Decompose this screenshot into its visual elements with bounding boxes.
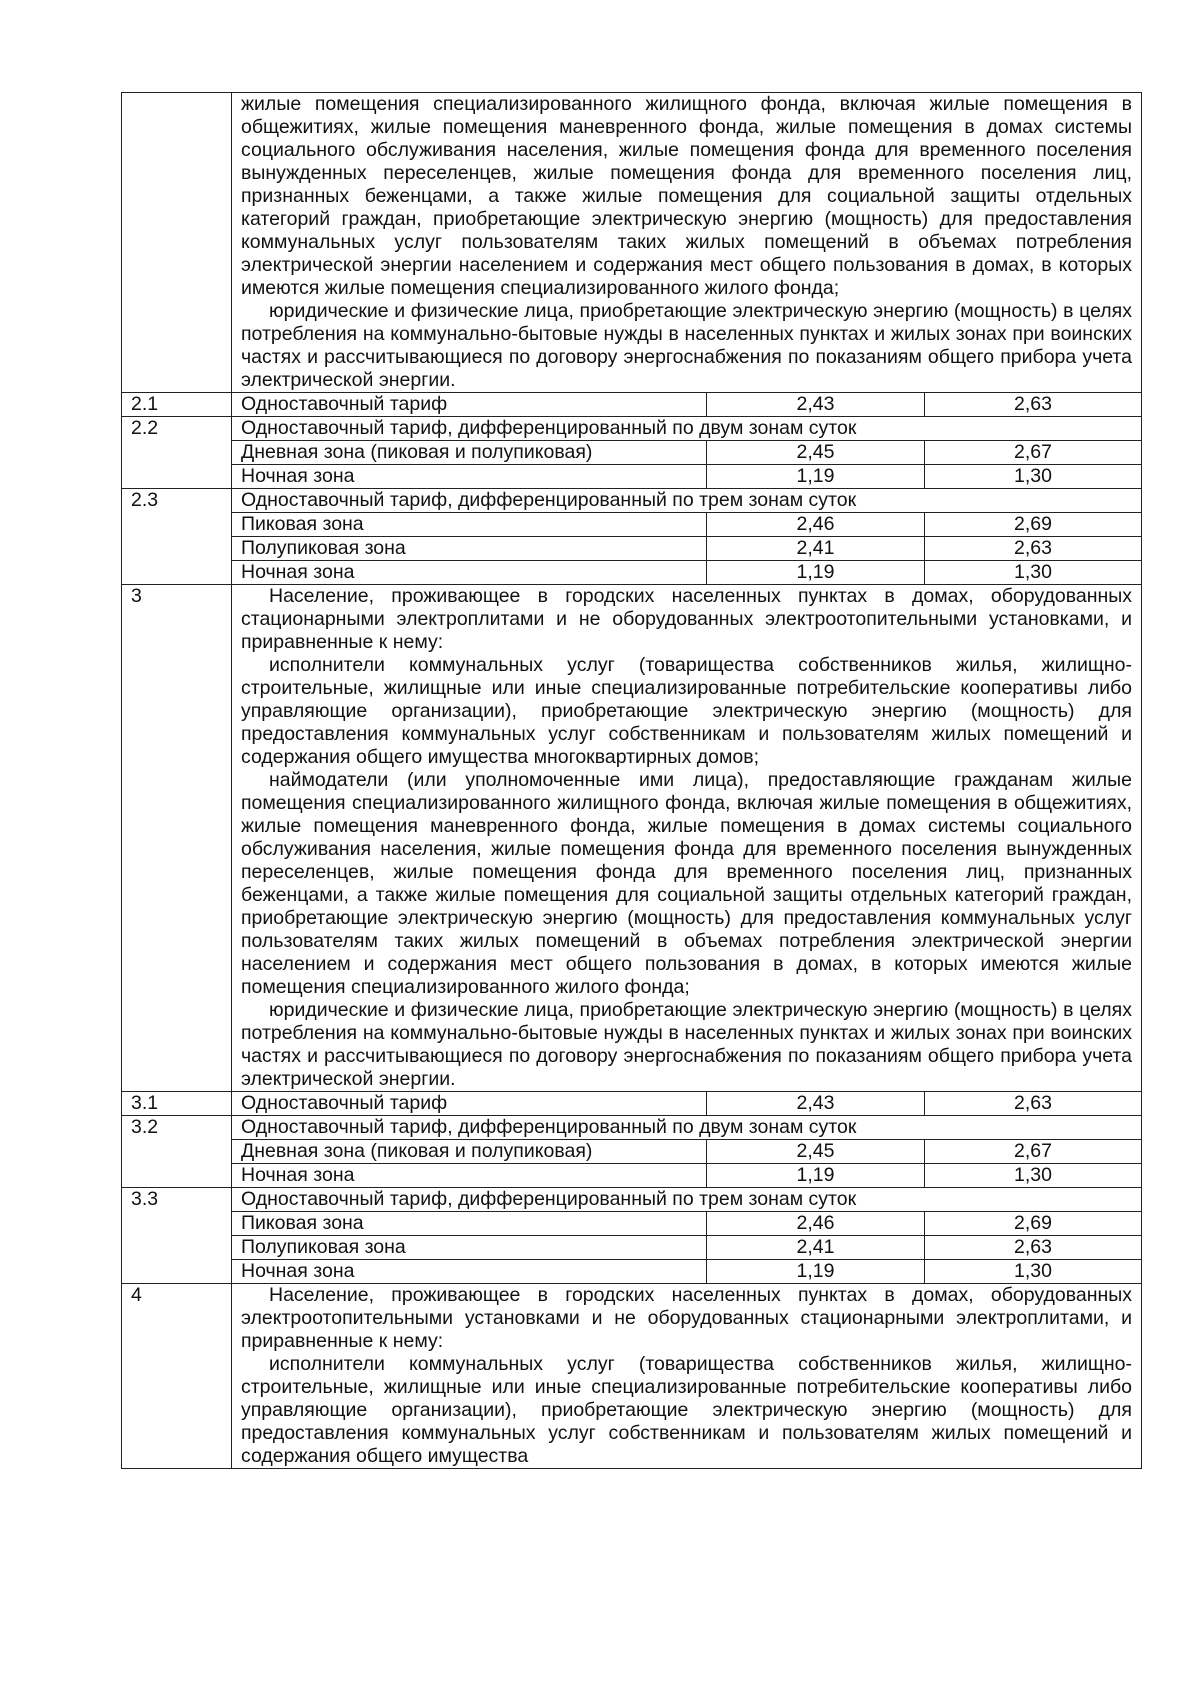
table-row [122,417,1142,441]
tariff-value-2: 2,69 [925,1212,1142,1236]
table-row [122,441,1142,465]
paragraph: Население, проживающее в городских населенных пунктах в домах, оборудованных электроотопительными установками и не оборудованных стационарными электроплитами, и приравненные к нему: [241,1284,1132,1352]
table-row [122,1284,1142,1469]
table-row [122,1140,1142,1164]
tariff-value-1: 2,41 [707,537,925,561]
table-row [122,1260,1142,1284]
paragraph: юридические и физические лица, приобретающие электрическую энергию (мощность) в целях потребления на коммунально-бытовые нужды в населенных пунктах и жилых зонах при воинских частях и рассчитывающиеся по договору энергоснабжения по показаниям общего прибора учета электрической энергии. [241,999,1132,1090]
zone-name: Дневная зона (пиковая и полупиковая) [232,1140,707,1164]
paragraph: наймодатели (или уполномоченные ими лица), предоставляющие гражданам жилые помещения специализированного жилищного фонда, включая жилые помещения в общежитиях, жилые помещения маневренного фонда, жилые помещения в домах системы социального обслуживания населения, жилые помещения фонда для временного поселения вынужденных переселенцев, жилые помещения фонда для временного поселения лиц, признанных беженцами, а также жилые помещения для социальной защиты отдельных категорий граждан, приобретающие электрическую энергию (мощность) для предоставления коммунальных услуг пользователям таких жилых помещений в объемах потребления электрической энергии населением и содержания мест общего пользования в домах, в которых имеются жилые помещения специализированного жилого фонда; [241,769,1132,998]
zone-name: Полупиковая зона [232,1236,707,1260]
table-row [122,1236,1142,1260]
zone-name: Ночная зона [232,1260,707,1284]
tariff-table [121,92,1142,1469]
tariff-name: Одноставочный тариф, дифференцированный по трем зонам суток [232,1188,1142,1212]
paragraph: юридические и физические лица, приобретающие электрическую энергию (мощность) в целях потребления на коммунально-бытовые нужды в населенных пунктах и жилых зонах при воинских частях и рассчитывающиеся по договору энергоснабжения по показаниям общего прибора учета электрической энергии. [241,300,1132,391]
tariff-value-2: 1,30 [925,1260,1142,1284]
tariff-name: Одноставочный тариф, дифференцированный по двум зонам суток [232,417,1142,441]
tariff-value-1: 1,19 [707,465,925,489]
tariff-value-1: 2,43 [707,1092,925,1116]
zone-name: Пиковая зона [232,1212,707,1236]
tariff-name: Одноставочный тариф, дифференцированный по двум зонам суток [232,1116,1142,1140]
paragraph: Население, проживающее в городских населенных пунктах в домах, оборудованных стационарными электроплитами и не оборудованных электроотопительными установками, и приравненные к нему: [241,585,1132,653]
category-description [232,93,1142,393]
row-number [122,93,232,393]
tariff-value-1: 1,19 [707,561,925,585]
table-row [122,1164,1142,1188]
tariff-value-1: 2,45 [707,1140,925,1164]
tariff-name: Одноставочный тариф, дифференцированный по трем зонам суток [232,489,1142,513]
zone-name: Дневная зона (пиковая и полупиковая) [232,441,707,465]
tariff-value-2: 2,63 [925,537,1142,561]
tariff-value-1: 2,46 [707,513,925,537]
tariff-value-2: 2,67 [925,1140,1142,1164]
table-row [122,1116,1142,1140]
tariff-value-2: 1,30 [925,1164,1142,1188]
zone-name: Ночная зона [232,1164,707,1188]
tariff-value-1: 1,19 [707,1260,925,1284]
table-row [122,537,1142,561]
zone-name: Пиковая зона [232,513,707,537]
row-number: 2.3 [122,489,232,585]
tariff-value-2: 2,69 [925,513,1142,537]
tariff-value-2: 2,63 [925,393,1142,417]
table-row [122,93,1142,393]
row-number: 4 [122,1284,232,1469]
tariff-value-1: 2,45 [707,441,925,465]
tariff-name: Одноставочный тариф [232,393,707,417]
zone-name: Ночная зона [232,561,707,585]
tariff-value-2: 2,63 [925,1092,1142,1116]
table-row [122,1092,1142,1116]
tariff-value-2: 2,67 [925,441,1142,465]
tariff-value-1: 2,41 [707,1236,925,1260]
row-number: 3.2 [122,1116,232,1188]
table-row [122,561,1142,585]
tariff-name: Одноставочный тариф [232,1092,707,1116]
zone-name: Полупиковая зона [232,537,707,561]
tariff-value-1: 1,19 [707,1164,925,1188]
tariff-value-2: 1,30 [925,561,1142,585]
table-row [122,393,1142,417]
table-row [122,1188,1142,1212]
zone-name: Ночная зона [232,465,707,489]
category-description [232,585,1142,1092]
paragraph: исполнители коммунальных услуг (товарищества собственников жилья, жилищно-строительные, жилищные или иные специализированные потребительские кооперативы либо управляющие организации), приобретающие электрическую энергию (мощность) для предоставления коммунальных услуг собственникам и пользователям жилых помещений и содержания общего имущества [241,1353,1132,1467]
paragraph: исполнители коммунальных услуг (товарищества собственников жилья, жилищно-строительные, жилищные или иные специализированные потребительские кооперативы либо управляющие организации), приобретающие электрическую энергию (мощность) для предоставления коммунальных услуг собственникам и пользователям жилых помещений и содержания общего имущества многоквартирных домов; [241,654,1132,768]
paragraph: жилые помещения специализированного жилищного фонда, включая жилые помещения в общежитиях, жилые помещения маневренного фонда, жилые помещения в домах системы социального обслуживания населения, жилые помещения фонда для временного поселения вынужденных переселенцев, жилые помещения фонда для временного поселения лиц, признанных беженцами, а также жилые помещения для социальной защиты отдельных категорий граждан, приобретающие электрическую энергию (мощность) для предоставления коммунальных услуг пользователям таких жилых помещений в объемах потребления электрической энергии населением и содержания мест общего пользования в домах, в которых имеются жилые помещения специализированного жилого фонда; [241,93,1132,299]
row-number: 3.3 [122,1188,232,1284]
row-number: 3 [122,585,232,1092]
tariff-value-2: 1,30 [925,465,1142,489]
category-description [232,1284,1142,1469]
tariff-value-2: 2,63 [925,1236,1142,1260]
row-number: 3.1 [122,1092,232,1116]
table-row [122,489,1142,513]
row-number: 2.1 [122,393,232,417]
tariff-value-1: 2,43 [707,393,925,417]
table-row [122,585,1142,1092]
table-row [122,465,1142,489]
tariff-value-1: 2,46 [707,1212,925,1236]
table-row [122,513,1142,537]
table-row [122,1212,1142,1236]
row-number: 2.2 [122,417,232,489]
